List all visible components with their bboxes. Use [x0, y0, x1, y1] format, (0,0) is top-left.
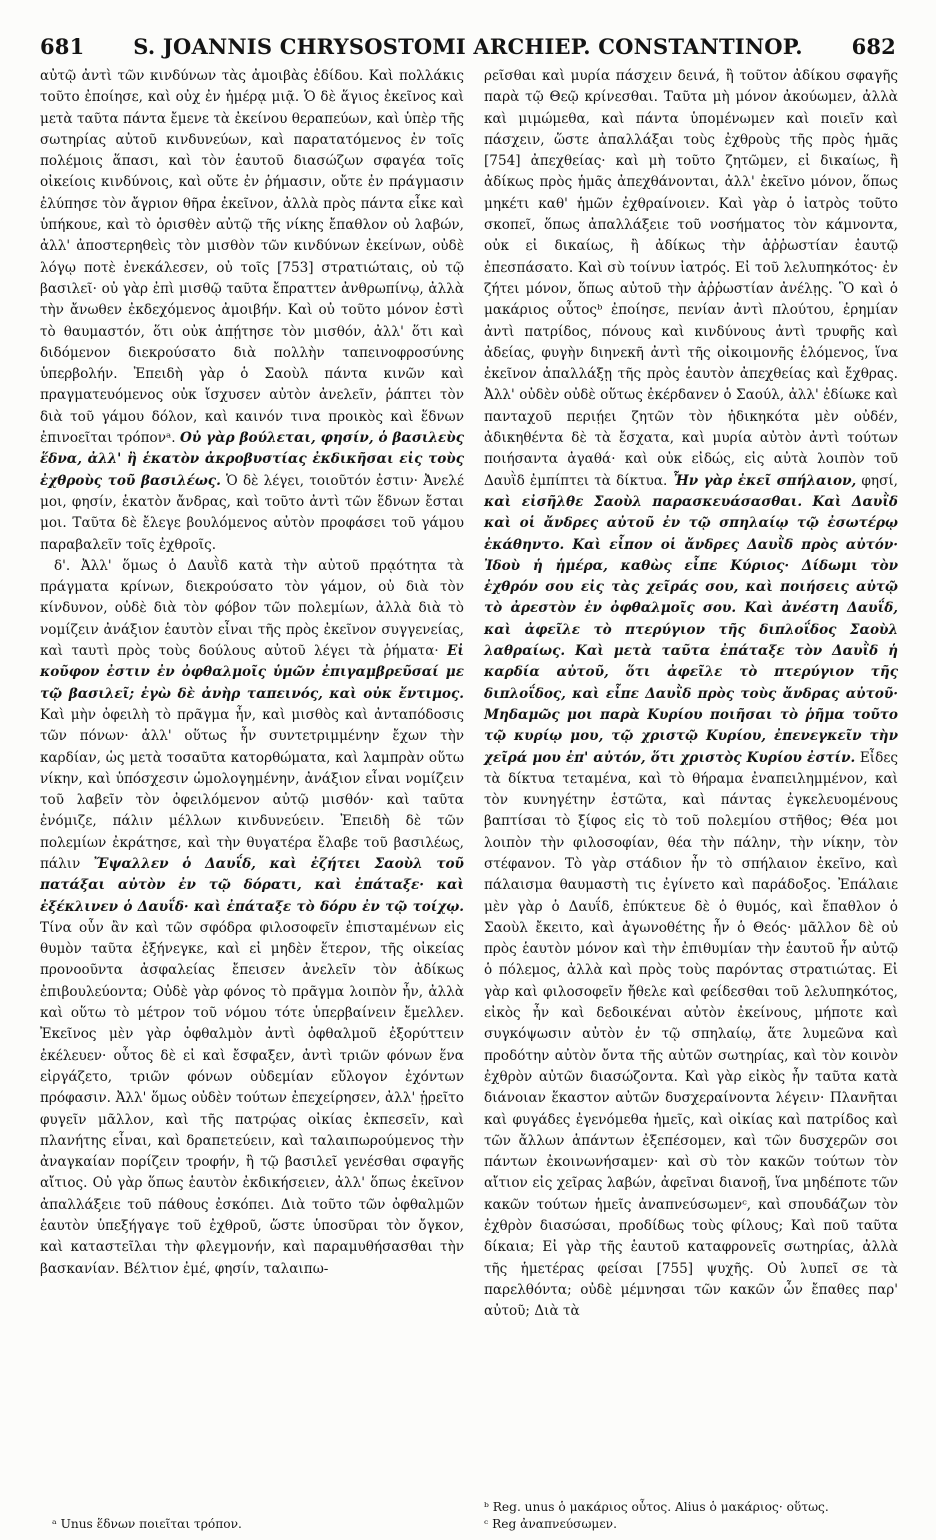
scripture-quote: καὶ εἰσῆλθε Σαοὺλ παρασκευάσασθαι. Καὶ Δαυῒδ καὶ οἱ ἄνδρες αὐτοῦ ἐν τῷ σπηλαίῳ τῷ ἐσωτέρῳ ἐκάθηντο. Καὶ εἶπον οἱ ἄνδρες Δαυῒδ πρὸς αὐτόν· Ἰδοὺ ἡ ἡμέρα, καθὼς εἶπε Κύριος· Δίδωμι τὸν ἐχθρόν σου εἰς τὰς χεῖράς σου, καὶ ποιήσεις αὐτῷ τὸ ἀρεστὸν ἐν ὀφθαλμοῖς σου. Καὶ ἀνέστη Δαυΐδ, καὶ ἀφεῖλε τὸ πτερύγιον τῆς διπλοΐδος Σαοὺλ λαθραίως. Καὶ μετὰ ταῦτα ἐπάταξε τὸν Δαυῒδ ἡ καρδία αὐτοῦ, ὅτι ἀφεῖλε τὸ πτερύγιον τῆς διπλοΐδος, καὶ εἶπε Δαυῒδ πρὸς τοὺς ἄνδρας αὐτοῦ· Μηδαμῶς μοι παρὰ Κυρίου ποιῆσαι τὸ ῥῆμα τοῦτο τῷ κυρίῳ μου, τῷ χριστῷ Κυρίου, ἐπενεγκεῖν τὴν χεῖρά μου ἐπ' αὐτόν, ὅτι χριστὸς Κυρίου ἐστίν.: [484, 493, 898, 766]
text-run: Τίνα οὖν ἂν καὶ τῶν σφόδρα φιλοσοφεῖν ἐπισταμένων εἰς θυμὸν ταῦτα ἐξήνεγκε, καὶ εἰ μηδὲν ἕτερον, τῆς οἰκείας προνοοῦντα ἀσφαλείας ἔπεισεν ἀνελεῖν τὸν ἀδίκως ἐπιβουλεύοντα; Οὐδὲ γὰρ φόνος τὸ πρᾶγμα λοιπὸν ἦν, ἀλλὰ καὶ οὕτω τὸ μέτρον τοῦ νόμου τότε ὑπερβαίνειν ἔμελλεν. Ἐκεῖνος μὲν γὰρ ὀφθαλμὸν ἀντὶ ὀφθαλμοῦ ἐξορύττειν ἐκέλευεν· οὗτος δὲ εἰ καὶ ἔσφαξεν, ἀντὶ τριῶν φόνων ἕνα εἰργάζετο, τριῶν φόνων οὐδεμίαν εὔλογον ἐχόντων πρόφασιν. Ἀλλ' ὅμως οὐδὲν τούτων ἐπεχείρησεν, ἀλλ' ᾑρεῖτο φυγεῖν μᾶλλον, καὶ τῆς πατρῴας οἰκίας ἐκπεσεῖν, καὶ πλανήτης εἶναι, καὶ δραπετεύειν, καὶ ταλαιπωρούμενος τὴν ἀναγκαίαν πορίζειν τροφήν, ἢ τῷ βασιλεῖ γενέσθαι σφαγῆς αἴτιος. Οὐ γὰρ ὅπως ἑαυτὸν ἐκδικήσειεν, ἀλλ' ὅπως ἐκεῖνον ἀπαλλάξειε τοῦ πάθους ἐσκόπει. Διὰ τοῦτο τῶν ὀφθαλμῶν ἑαυτὸν ὑπεξήγαγε τοῦ ἐχθροῦ, ὥστε ὑποσῦραι τὸν ὄγκον, καὶ καταστεῖλαι τὴν φλεγμονήν, καὶ παραμυθήσασθαι τὴν βασκανίαν. Βέλτιον ἐμέ, φησίν, ταλαιπω-: [40, 919, 464, 1277]
scripture-quote: Ἔψαλλεν ὁ Δαυΐδ, καὶ ἐζήτει Σαοὺλ τοῦ πατάξαι αὐτὸν ἐν τῷ δόρατι, καὶ ἐπάταξε· καὶ ἐξέκλινεν ὁ Δαυΐδ· καὶ ἐπάταξε τὸ δόρυ ἐν τῷ τοίχῳ.: [40, 855, 464, 915]
right-paragraph-1: [484, 66, 898, 1323]
right-column: [484, 66, 898, 1323]
text-run: Ὁ δὲ λέγει, τοιοῦτόν ἐστιν· Ἀνελέ μοι, φησίν, ἑκατὸν ἄνδρας, καὶ τοῦτο ἀντὶ τῶν ἕδνων ἔσται μοι. Ταῦτα δὲ ἔλεγε βουλόμενος αὐτὸν προφάσει τοῦ γάμου παραβαλεῖν τοῖς ἐχθροῖς.: [40, 472, 464, 553]
left-paragraph-2: [40, 556, 464, 1280]
running-title: S. JOANNIS CHRYSOSTOMI ARCHIEP. CONSTANTINOP.: [133, 34, 803, 59]
scripture-quote: Οὐ γὰρ βούλεται, φησίν, ὁ βασιλεὺς ἕδνα, ἀλλ' ἢ ἑκατὸν ἀκροβυστίας ἐκδικῆσαι εἰς τοὺς ἐχθροὺς τοῦ βασιλέως.: [40, 430, 464, 489]
text-run: φησί,: [856, 472, 899, 489]
text-run: Εἶδες τὰ δίκτυα τεταμένα, καὶ τὸ θήραμα ἐναπειλημμένον, καὶ τὸν κυνηγέτην ἑστῶτα, καὶ πάντας ἐγκελευομένους βαπτίσαι τὸ ξίφος εἰς τὸ τοῦ πολεμίου στῆθος; Θέα μοι λοιπὸν τὴν φιλοσοφίαν, θέα τὴν πάλην, τὴν νίκην, τὸν στέφανον. Τὸ γὰρ στάδιον ἦν τὸ σπήλαιον ἐκεῖνο, καὶ πάλαισμα θαυμαστὴ τις ἐγίνετο καὶ παράδοξος. Ἐπάλαιε μὲν γὰρ ὁ Δαυΐδ, ἐπύκτευε δὲ ὁ θυμός, καὶ ἔπαθλον ὁ Σαοὺλ ἔκειτο, καὶ ἀγωνοθέτης ἦν ὁ Θεός· μᾶλλον δὲ οὐ πρὸς ἑαυτὸν μόνον καὶ τὴν ἐπιθυμίαν τὴν ἑαυτοῦ ἦν αὐτῷ ὁ πόλεμος, ἀλλὰ καὶ πρὸς τοὺς παρόντας στρατιώτας. Εἰ γὰρ καὶ φιλοσοφεῖν ἤθελε καὶ φείδεσθαι τοῦ λελυπηκότος, εἰκὸς ἦν καὶ δεδοικέναι αὐτὸν ἐκείνους, μήποτε καὶ συγκόψωσιν αὐτὸν ἐν τῷ σπηλαίῳ, ἅτε λυμεῶνα καὶ προδότην αὐτὸν ὄντα τῆς αὐτῶν σωτηρίας, καὶ τὸν κοινὸν ἐχθρὸν αὐτῶν διασώζοντα. Καὶ γὰρ εἰκὸς ἦν ταῦτα κατὰ διάνοιαν ἕκαστον αὐτῶν δυσχεραίνοντα λέγειν· Πλανῆται καὶ φυγάδες ἐγενόμεθα ἡμεῖς, καὶ οἰκίας καὶ πατρίδος καὶ τῶν ἄλλων ἁπάντων ἐξεπέσομεν, καὶ τῶν δυσχερῶν σοι πάντων ἐκοινωνήσαμεν· καὶ σὺ τὸν κακῶν τούτων τὸν αἴτιον εἰς χεῖρας λαβών, ἀφεῖναι διανοῇ, ἵνα μηδέποτε τῶν κακῶν τούτων ἡμεῖς ἀναπνεύσωμενᶜ, καὶ σπουδάζων τὸν ἐχθρὸν διασώσαι, προδίδως τοὺς φίλους; Καὶ ποῦ ταῦτα δίκαια; Εἰ γὰρ τῆς ἑαυτοῦ καταφρονεῖς σωτηρίας, ἀλλὰ τῆς ἡμετέρας φείσαι [755] ψυχῆς. Οὐ λυπεῖ σε τὰ παρελθόντα; οὐδὲ μέμνησαι τῶν κακῶν ὧν ἔπαθες παρ' αὐτοῦ; Διὰ τὰ: [484, 749, 898, 1320]
text-run: δ'. Ἀλλ' ὅμως ὁ Δαυῒδ κατὰ τὴν αὐτοῦ πρᾳότητα τὰ πράγματα κρίνων, διεκρούσατο τὸν γάμον, οὐ διὰ τὸν κίνδυνον, οὐδὲ διὰ τὸν φόβον τῶν πολεμίων, ἀλλὰ διὰ τὸ νομίζειν ἀνάξιον ἑαυτὸν εἶναι τῆς πρὸς ἐκεῖνον συγγενείας, καὶ ταυτὶ πρὸς τοὺς δούλους αὐτοῦ λέγει τὰ ῥήματα·: [40, 557, 464, 660]
footnote-a: ᵃ Unus ἕδνων ποιεῖται τρόπον.: [52, 1517, 242, 1531]
scripture-quote: Εἰ κοῦφον ἐστιν ἐν ὀφθαλμοῖς ὑμῶν ἐπιγαμβρεῦσαί με τῷ βασιλεῖ; ἐγὼ δὲ ἀνὴρ ταπεινός, καὶ οὐκ ἔντιμος.: [40, 643, 464, 702]
scripture-quote: Ἦν γὰρ ἐκεῖ σπήλαιον,: [672, 472, 857, 489]
footnote-b: ᵇ Reg. unus ὁ μακάριος οὗτος. Alius ὁ μακάριος· οὕτως.: [484, 1500, 829, 1514]
page-number-left: 681: [40, 34, 85, 59]
text-run: αὐτῷ ἀντὶ τῶν κινδύνων τὰς ἀμοιβὰς ἐδίδου. Καὶ πολλάκις τοῦτο ἐποίησε, καὶ οὐχ ἐν ἡμέρᾳ μιᾷ. Ὁ δὲ ἅγιος ἐκεῖνος καὶ μετὰ ταῦτα πάντα ἔμενε τὰ ἐκείνου θεραπεύων, καὶ ὑπὲρ τῆς σωτηρίας αὐτοῦ κινδυνεύων, καὶ παρατατόμενος ἐν τοῖς πολέμοις ἅπασι, καὶ τὸν ἑαυτοῦ διασώζων σφαγέα τοῖς οἰκείοις κινδύνοις, καὶ οὔτε ἐν ῥήμασιν, οὔτε ἐν πράγμασιν ἐλύπησε τὸν ἄγριον θῆρα ἐκεῖνον, ἀλλὰ πρὸς πάντα εἶκε καὶ ὑπήκουε, καὶ τὸ ὁρισθὲν αὐτῷ τῆς νίκης ἔπαθλον οὐ λαβών, ἀλλ' ἀποστερηθεὶς τὸν μισθὸν τῶν κινδύνων ἐκείνων, οὐδὲ λόγῳ ποτὲ ἐνεκάλεσεν, οὐ τοῖς [753] στρατιώταις, οὐ τῷ βασιλεῖ· οὐ γὰρ ἐπὶ μισθῷ ταῦτα ἔπραττεν ἀνθρωπίνῳ, ἀλλὰ τὴν ἄνωθεν ἐκδεχόμενος ἀμοιβήν. Καὶ οὐ τοῦτο μόνον ἐστὶ τὸ θαυμαστόν, ὅτι οὐκ ἀπῄτησε τὸν μισθόν, ἀλλ' ὅτι καὶ διδόμενον διεκρούσατο διὰ πολλὴν ταπεινοφροσύνης ὑπερβολήν. Ἐπειδὴ γὰρ ὁ Σαοὺλ πάντα κινῶν καὶ πραγματευόμενος οὐκ ἴσχυσεν αὐτὸν ἀνελεῖν, ῥάπτει τὸν διὰ τοῦ γάμου δόλον, καὶ καινόν τινα προικὸς καὶ ἕδνων ἐπινοεῖται τρόπονᵃ.: [40, 68, 464, 447]
text-run: ρεῖσθαι καὶ μυρία πάσχειν δεινά, ἢ τοῦτον ἀδίκου σφαγῆς παρὰ τῷ Θεῷ κρίνεσθαι. Ταῦτα μὴ μόνον ἀκούωμεν, ἀλλὰ καὶ μιμώμεθα, καὶ πάντα ὑπομένωμεν καὶ ποιεῖν καὶ πάσχειν, ὥστε ἀπαλλάξαι τοὺς ἐχθροὺς τῆς πρὸς ἡμᾶς [754] ἀπεχθείας· καὶ μὴ τοῦτο ζητῶμεν, εἰ δικαίως, ἢ ἀδίκως πρὸς ἡμᾶς ἀπεχθάνονται, ἀλλ' ἐκεῖνο μόνον, ὅπως μηκέτι καθ' ἡμῶν ἐχθραίνοιεν. Καὶ γὰρ ὁ ἰατρὸς τοῦτο σκοπεῖ, ὅπως ἀπαλλάξειε τοῦ νοσήματος τὸν κάμνοντα, οὐκ εἰ δικαίως, ἢ ἀδίκως τὴν ἀῤῥωστίαν ἑαυτῷ ἐπεσπάσατο. Καὶ σὺ τοίνυν ἰατρός. Εἰ τοῦ λελυπηκότος· ἐν ζήτει μόνον, ὅπως αὐτοῦ τὴν ἀῤῥωστίαν ἀνέλῃς. Ὃ καὶ ὁ μακάριος οὗτοςᵇ ἐποίησε, πενίαν ἀντὶ πλούτου, ἐρημίαν ἀντὶ πατρίδος, πόνους καὶ κινδύνους ἀντὶ τρυφῆς καὶ ἀδείας, φυγὴν διηνεκῆ ἀντὶ τῆς οἰκοιμονῆς ἑλόμενος, ἵνα ἐκεῖνον ἀπαλλάξῃ τῆς πρὸς ἑαυτὸν ἀπεχθείας καὶ ἔχθρας. Ἀλλ' οὐδὲν οὐδὲ οὕτως ἐκέρδανεν ὁ Σαούλ, ἀλλ' ἐδίωκε καὶ πανταχοῦ περιῄει ζητῶν τὸν ἠδικηκότα μὲν οὐδέν, ἀδικηθέντα δὲ τὰ ἔσχατα, καὶ μυρία αὐτὸν ἀντὶ τούτων ποιήσαντα ἀγαθά· καὶ οὐκ εἰδώς, εἰς αὐτὰ λοιπὸν τοῦ Δαυῒδ ἐμπίπτει τὰ δίκτυα.: [484, 68, 898, 489]
footnote-c: ᶜ Reg ἀναπνεύσωμεν.: [484, 1517, 617, 1531]
page-number-right: 682: [851, 34, 896, 59]
left-column: [40, 66, 464, 1280]
footnotes-right: [484, 1499, 898, 1533]
text-run: Καὶ μὴν ὀφειλὴ τὸ πρᾶγμα ἦν, καὶ μισθὸς καὶ ἀνταπόδοσις τῶν πόνων· ἀλλ' οὕτως ἦν συντετριμμένην ἔχων τὴν καρδίαν, ὡς μετὰ τοσαῦτα κατορθώματα, καὶ λαμπρὰν οὕτω νίκην, καὶ ὑπόσχεσιν ὡμολογημένην, ἀνάξιον εἶναι νομίζειν τοῦ λαβεῖν τὸν ὀφειλόμενον αὐτῷ μισθόν· καὶ ταῦτα ἐνόμιζε, πάλιν μέλλων κινδυνεύειν. Ἐπειδὴ δὲ τῶν πολεμίων ἐκράτησε, καὶ τὴν θυγατέρα ἔλαβε τοῦ βασιλέως, πάλιν: [40, 706, 464, 872]
running-header: [40, 34, 896, 58]
left-paragraph-1: [40, 66, 464, 556]
